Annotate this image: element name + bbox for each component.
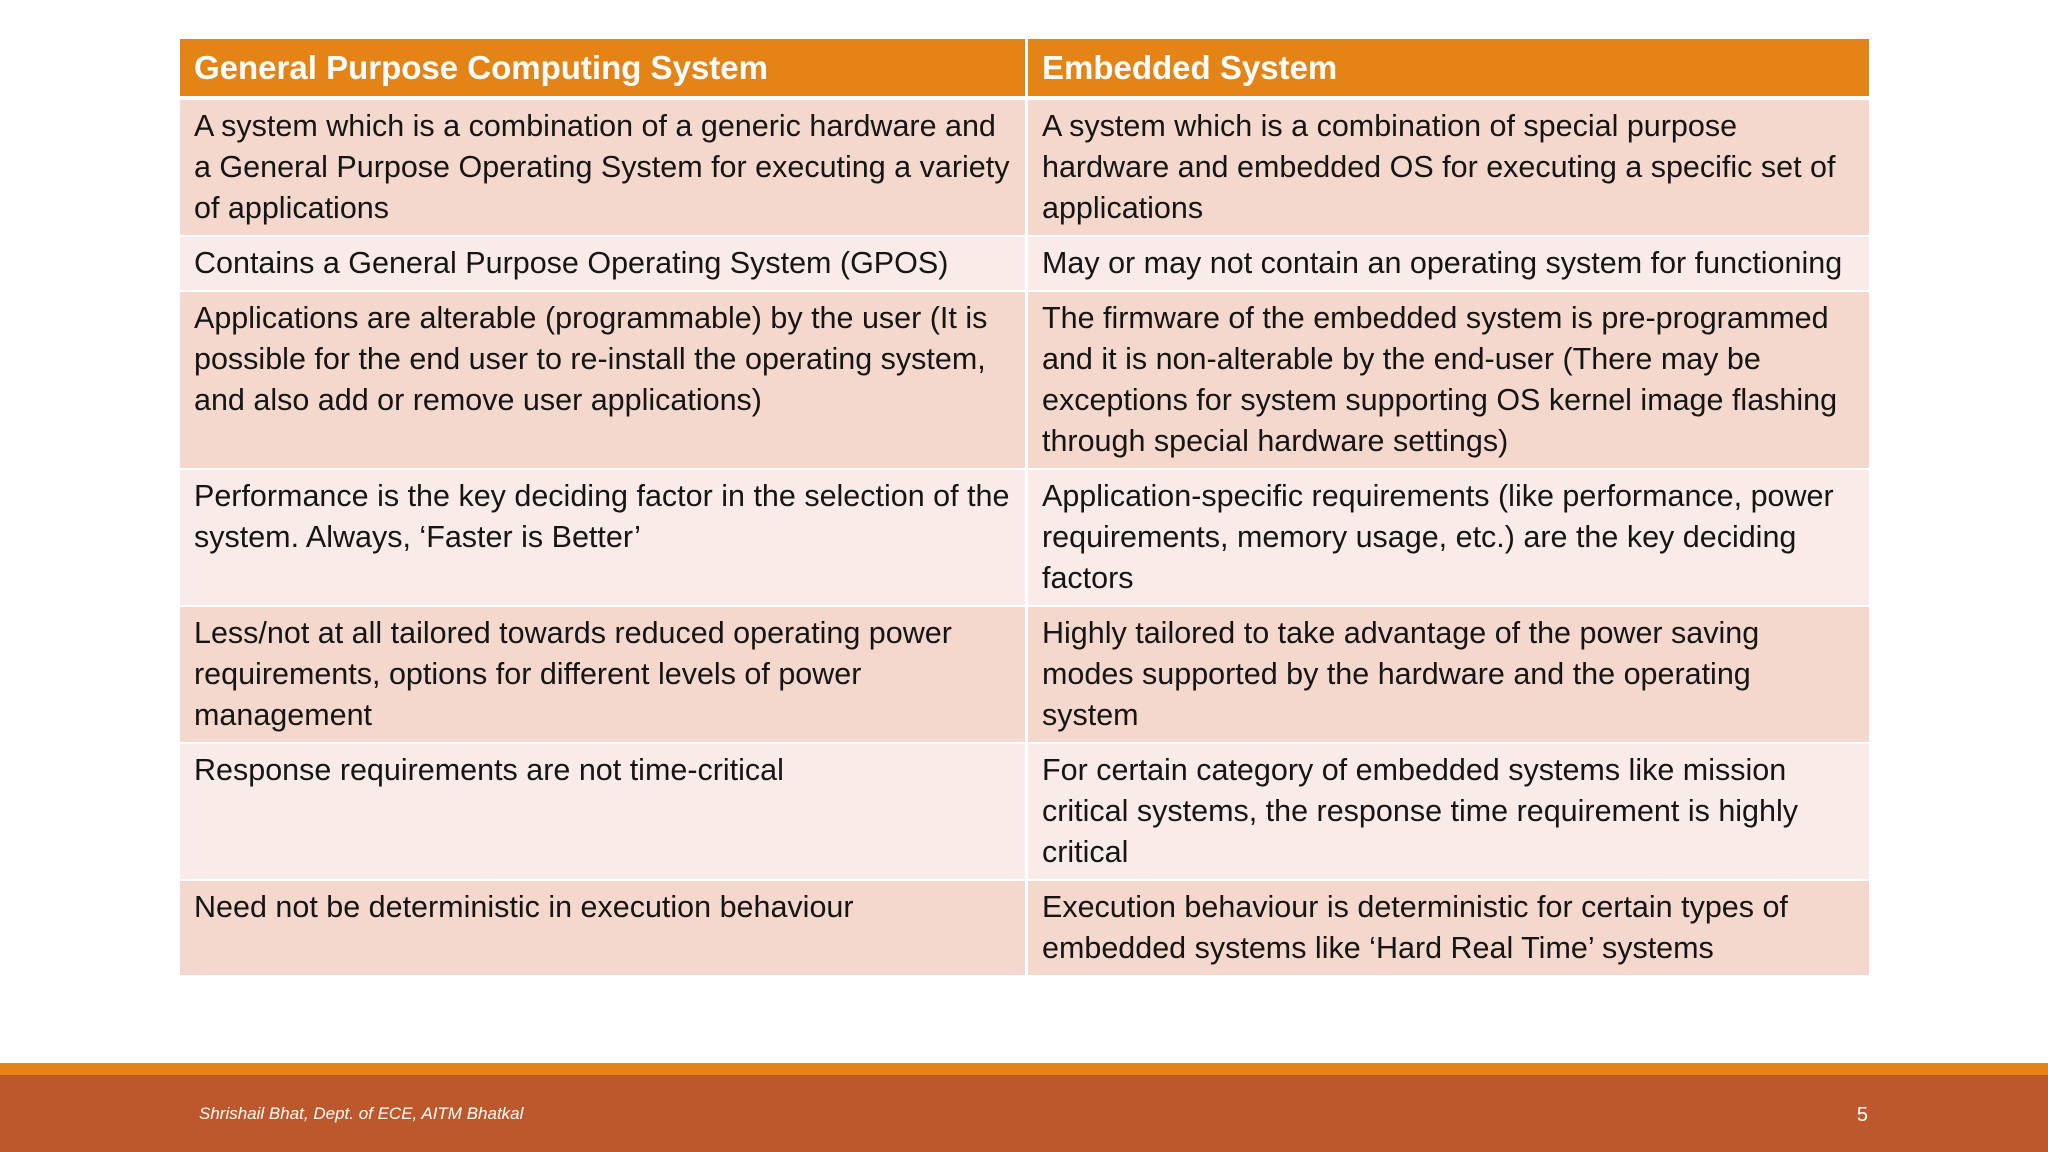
table-cell: Highly tailored to take advantage of the power saving modes supported by the hardware and the operating system bbox=[1025, 607, 1869, 744]
table-cell: Less/not at all tailored towards reduced operating power requirements, options for different levels of power management bbox=[180, 607, 1025, 744]
comparison-table bbox=[180, 39, 1869, 977]
table-row bbox=[180, 881, 1869, 977]
table-row bbox=[180, 100, 1869, 237]
column-header-embedded: Embedded System bbox=[1025, 39, 1869, 100]
column-header-general-purpose: General Purpose Computing System bbox=[180, 39, 1025, 100]
table-cell: A system which is a combination of a generic hardware and a General Purpose Operating System for executing a variety of applications bbox=[180, 100, 1025, 237]
comparison-table-container bbox=[180, 39, 1869, 977]
table-cell: May or may not contain an operating system for functioning bbox=[1025, 237, 1869, 292]
table-cell: Performance is the key deciding factor in the selection of the system. Always, ‘Faster is Better’ bbox=[180, 470, 1025, 607]
table-header-row bbox=[180, 39, 1869, 100]
table-cell: Applications are alterable (programmable) by the user (It is possible for the end user to re-install the operating system, and also add or remove user applications) bbox=[180, 292, 1025, 470]
slide-page-number: 5 bbox=[1856, 1104, 1868, 1126]
table-cell: Execution behaviour is deterministic for certain types of embedded systems like ‘Hard Real Time’ systems bbox=[1025, 881, 1869, 977]
table-cell: Contains a General Purpose Operating System (GPOS) bbox=[180, 237, 1025, 292]
table-row bbox=[180, 292, 1869, 470]
table-cell: For certain category of embedded systems like mission critical systems, the response time requirement is highly critical bbox=[1025, 744, 1869, 881]
table-row bbox=[180, 237, 1869, 292]
table-cell: Need not be deterministic in execution behaviour bbox=[180, 881, 1025, 977]
table-cell: Application-specific requirements (like performance, power requirements, memory usage, etc.) are the key deciding factors bbox=[1025, 470, 1869, 607]
footer-author-text: Shrishail Bhat, Dept. of ECE, AITM Bhatkal bbox=[199, 1104, 524, 1123]
table-cell: A system which is a combination of special purpose hardware and embedded OS for executing a specific set of applications bbox=[1025, 100, 1869, 237]
table-row bbox=[180, 607, 1869, 744]
table-cell: The firmware of the embedded system is pre-programmed and it is non-alterable by the end-user (There may be exceptions for system supporting OS kernel image flashing through special hardware settings) bbox=[1025, 292, 1869, 470]
table-row bbox=[180, 470, 1869, 607]
table-row bbox=[180, 744, 1869, 881]
table-cell: Response requirements are not time-critical bbox=[180, 744, 1025, 881]
footer-accent-stripe bbox=[0, 1063, 2048, 1075]
